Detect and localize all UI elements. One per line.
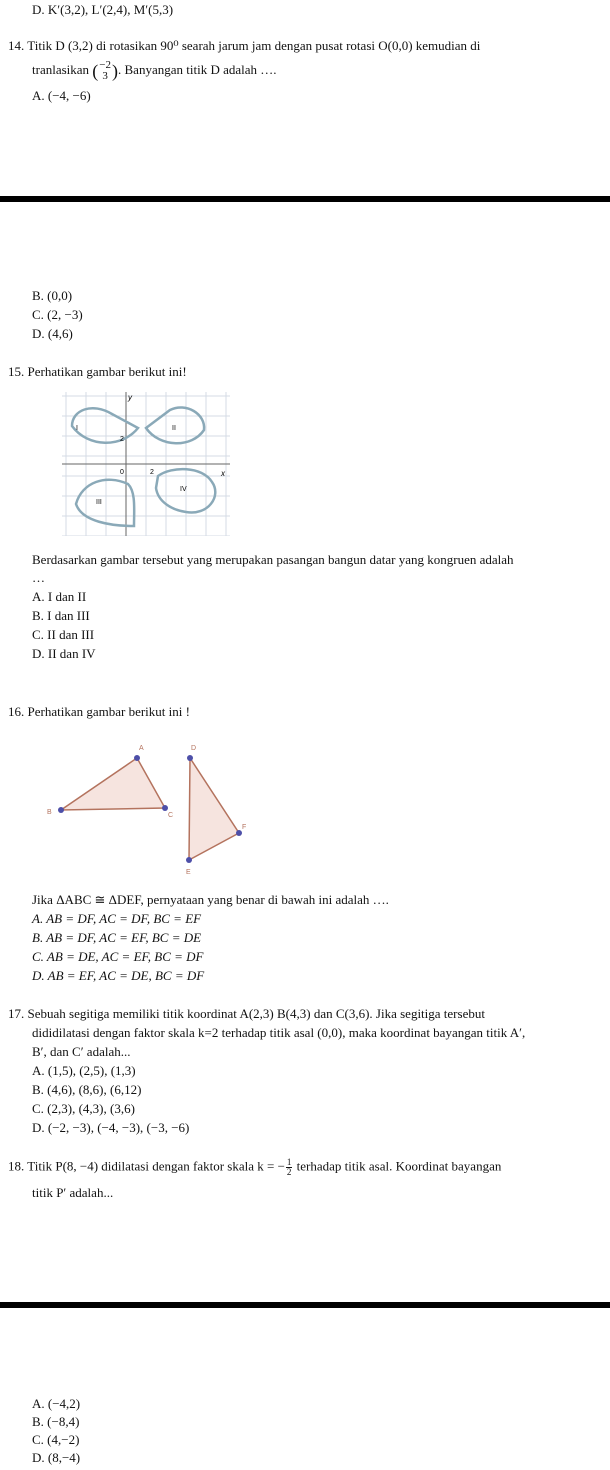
label-e: E <box>186 869 191 876</box>
page-divider-2 <box>0 1302 610 1308</box>
q16-stem: 16. Perhatikan gambar berikut ini ! <box>8 704 190 719</box>
q17-option-a: A. (1,5), (2,5), (1,3) <box>32 1063 136 1078</box>
q16-triangles-figure <box>40 738 260 880</box>
q15-coordinate-figure <box>62 392 230 536</box>
y-tick-2: 2 <box>120 436 124 443</box>
q17-stem-line2: dididilatasi dengan faktor skala k=2 terhadap titik asal (0,0), maka koordinat bayangan titik A′, <box>32 1025 526 1040</box>
label-a: A <box>139 745 144 752</box>
q14-line2-pre: tranlasikan <box>32 61 90 77</box>
q18-option-b: B. (−8,4) <box>32 1414 80 1429</box>
vertex-d <box>187 755 193 761</box>
shape-iv-label: IV <box>180 486 187 493</box>
label-c: C <box>168 812 174 819</box>
q18-line1-post: terhadap titik asal. Koordinat bayangan <box>293 1158 502 1174</box>
label-b: B <box>47 809 52 816</box>
q16-option-a: A. AB = DF, AC = DF, BC = EF <box>32 911 202 926</box>
q16-option-b: B. AB = DF, AC = EF, BC = DE <box>32 930 202 945</box>
q17-stem-line3: B′, dan C′ adalah... <box>32 1044 131 1059</box>
origin-label: 0 <box>120 469 124 476</box>
q14-option-d: D. (4,6) <box>32 326 73 341</box>
q18-line1-pre: 18. Titik P(8, −4) didilatasi dengan faktor skala k = − <box>8 1158 285 1174</box>
q17-option-d: D. (−2, −3), (−4, −3), (−3, −6) <box>32 1120 190 1135</box>
q14-stem-line2: tranlasikan (−2 3 ). Banyangan titik D adalah …. <box>32 59 277 82</box>
q15-option-c: C. II dan III <box>32 627 95 642</box>
shape-ii <box>72 408 138 443</box>
label-d: D <box>191 745 197 752</box>
x-tick-2: 2 <box>150 469 154 476</box>
scale-fraction: $\frac{1}{2}$ <box>286 1157 292 1177</box>
q17-option-b: B. (4,6), (8,6), (6,12) <box>32 1082 142 1097</box>
q14-option-b: B. (0,0) <box>32 288 73 303</box>
x-axis-label: x <box>221 469 225 478</box>
q17-option-c: C. (2,3), (4,3), (3,6) <box>32 1101 135 1116</box>
q13-option-d: D. K′(3,2), L′(2,4), M′(5,3) <box>32 2 174 17</box>
q15-question: Berdasarkan gambar tersebut yang merupakan pasangan bangun datar yang kongruen adalah <box>32 552 514 567</box>
translation-vector: −2 3 <box>99 59 112 82</box>
q14-option-a: A. (−4, −6) <box>32 88 91 103</box>
shape-ii-label: I <box>76 425 78 432</box>
shape-iii-label: III <box>96 499 102 506</box>
vertex-b <box>58 807 64 813</box>
q18-stem-line2: titik P′ adalah... <box>32 1185 114 1200</box>
q14-stem-line1: 14. Titik D (3,2) di rotasikan 90⁰ searah jarum jam dengan pusat rotasi O(0,0) kemudian di <box>8 38 481 53</box>
q15-option-b: B. I dan III <box>32 608 90 623</box>
q16-question: Jika ΔABC ≅ ΔDEF, pernyataan yang benar di bawah ini adalah …. <box>32 892 389 907</box>
q17-stem-line1: 17. Sebuah segitiga memiliki titik koordinat A(2,3) B(4,3) dan C(3,6). Jika segitiga tersebut <box>8 1006 485 1021</box>
q15-ellipsis: … <box>32 570 45 585</box>
q18-option-c: C. (4,−2) <box>32 1432 80 1447</box>
vertex-e <box>186 857 192 863</box>
page-divider-1 <box>0 196 610 202</box>
y-axis-label: y <box>128 393 132 402</box>
q14-option-c: C. (2, −3) <box>32 307 83 322</box>
q18-stem-line1 <box>8 1158 501 1177</box>
q15-option-d: D. II dan IV <box>32 646 96 661</box>
label-f: F <box>242 824 247 831</box>
q15-option-a: A. I dan II <box>32 589 87 604</box>
q16-option-d: D. AB = EF, AC = DE, BC = DF <box>32 968 205 983</box>
q16-option-c: C. AB = DE, AC = EF, BC = DF <box>32 949 204 964</box>
q18-option-d: D. (8,−4) <box>32 1450 81 1465</box>
q18-option-a: A. (−4,2) <box>32 1396 81 1411</box>
triangle-def <box>189 758 239 860</box>
shape-iii <box>76 480 134 526</box>
triangle-abc <box>61 758 165 810</box>
shape-i-label: II <box>172 425 176 432</box>
q14-line2-post: . Banyangan titik D adalah …. <box>118 61 277 77</box>
q15-stem: 15. Perhatikan gambar berikut ini! <box>8 364 187 379</box>
vertex-a <box>134 755 140 761</box>
vertex-c <box>162 805 168 811</box>
